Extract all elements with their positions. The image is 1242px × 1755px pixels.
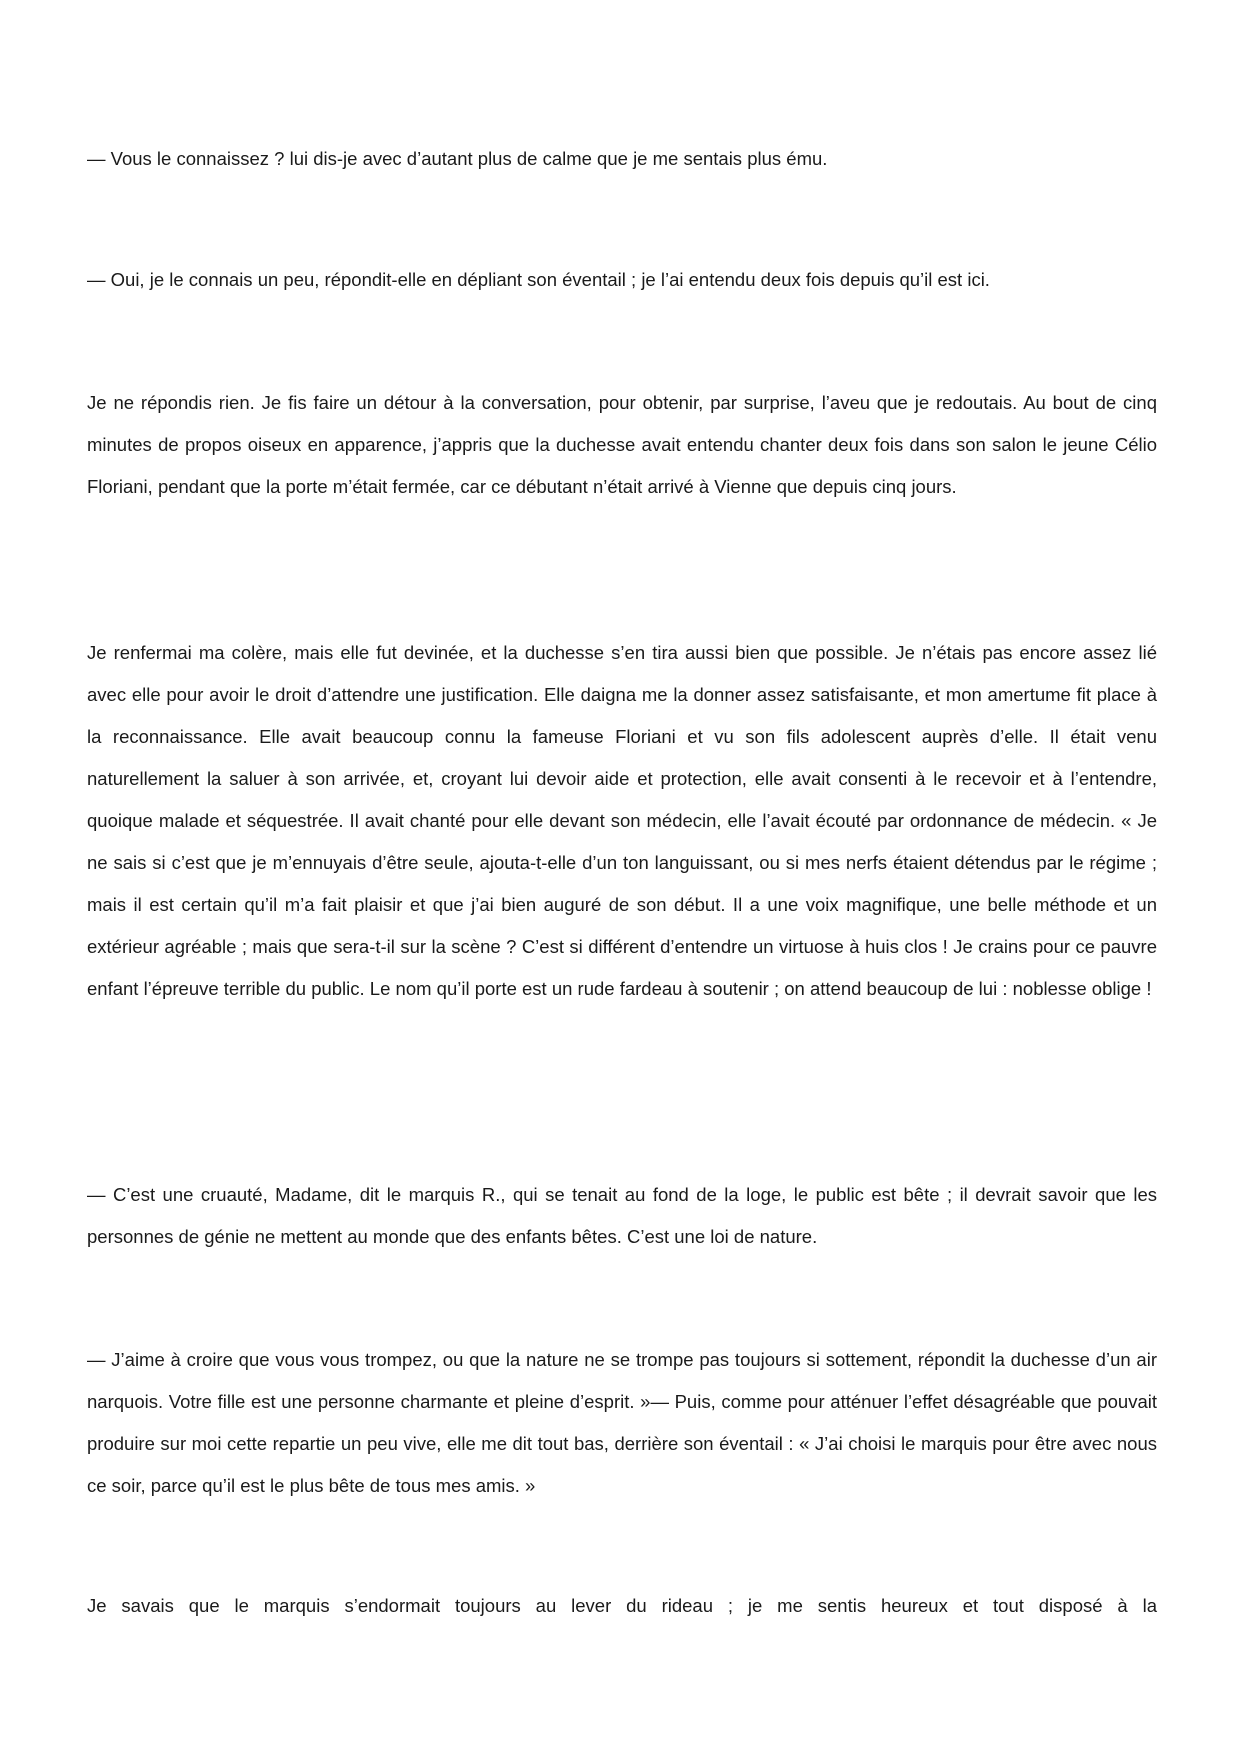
paragraph-5: — C’est une cruauté, Madame, dit le marquis R., qui se tenait au fond de la loge, le public est bête ; il devrait savoir que les personnes de génie ne mettent au monde que des enfants bêtes. C’est une loi de nature. — [87, 1184, 1157, 1247]
paragraph-4: Je renfermai ma colère, mais elle fut devinée, et la duchesse s’en tira aussi bien que possible. Je n’étais pas encore assez lié avec elle pour avoir le droit d’attendre une justification. Elle daigna me la donner assez satisfaisante, et mon amertume fit place à la reconnaissance. Elle avait beaucoup connu la fameuse Floriani et vu son fils adolescent auprès d’elle. Il était venu naturellement la saluer à son arrivée, et, croyant lui devoir aide et protection, elle avait consenti à le recevoir et à l’entendre, quoique malade et séquestrée. Il avait chanté pour elle devant son médecin, elle l’avait écouté par ordonnance de médecin. « Je ne sais si c’est que je m’ennuyais d’être seule, ajouta-t-elle d’un ton languissant, ou si mes nerfs étaient détendus par le régime ; mais il est certain qu’il m’a fait plaisir et que j’ai bien auguré de son début. Il a une voix magnifique, une belle méthode et un extérieur agréable ; mais que sera-t-il sur la scène ? C’est si différent d’entendre un virtuose à huis clos ! Je crains pour ce pauvre enfant l’épreuve terrible du public. Le nom qu’il porte est un rude fardeau à soutenir ; on attend beaucoup de lui : noblesse oblige ! — [87, 642, 1157, 999]
paragraph-6: — J’aime à croire que vous vous trompez, ou que la nature ne se trompe pas toujours si sottement, répondit la duchesse d’un air narquois. Votre fille est une personne charmante et pleine d’esprit. »— Puis, comme pour atténuer l’effet désagréable que pouvait produire sur moi cette repartie un peu vive, elle me dit tout bas, derrière son éventail : « J’ai choisi le marquis pour être avec nous ce soir, parce qu’il est le plus bête de tous mes amis. » — [87, 1349, 1157, 1496]
paragraph-3: Je ne répondis rien. Je fis faire un détour à la conversation, pour obtenir, par surprise, l’aveu que je redoutais. Au bout de cinq minutes de propos oiseux en apparence, j’appris que la duchesse avait entendu chanter deux fois dans son salon le jeune Célio Floriani, pendant que la porte m’était fermée, car ce débutant n’était arrivé à Vienne que depuis cinq jours. — [87, 392, 1157, 497]
paragraph-7: Je savais que le marquis s’endormait toujours au lever du rideau ; je me sentis heureux et tout disposé à la — [87, 1595, 1157, 1616]
paragraph-2: — Oui, je le connais un peu, répondit-elle en dépliant son éventail ; je l’ai entendu deux fois depuis qu’il est ici. — [87, 269, 990, 290]
paragraph-1: — Vous le connaissez ? lui dis-je avec d’autant plus de calme que je me sentais plus ému. — [87, 148, 828, 169]
